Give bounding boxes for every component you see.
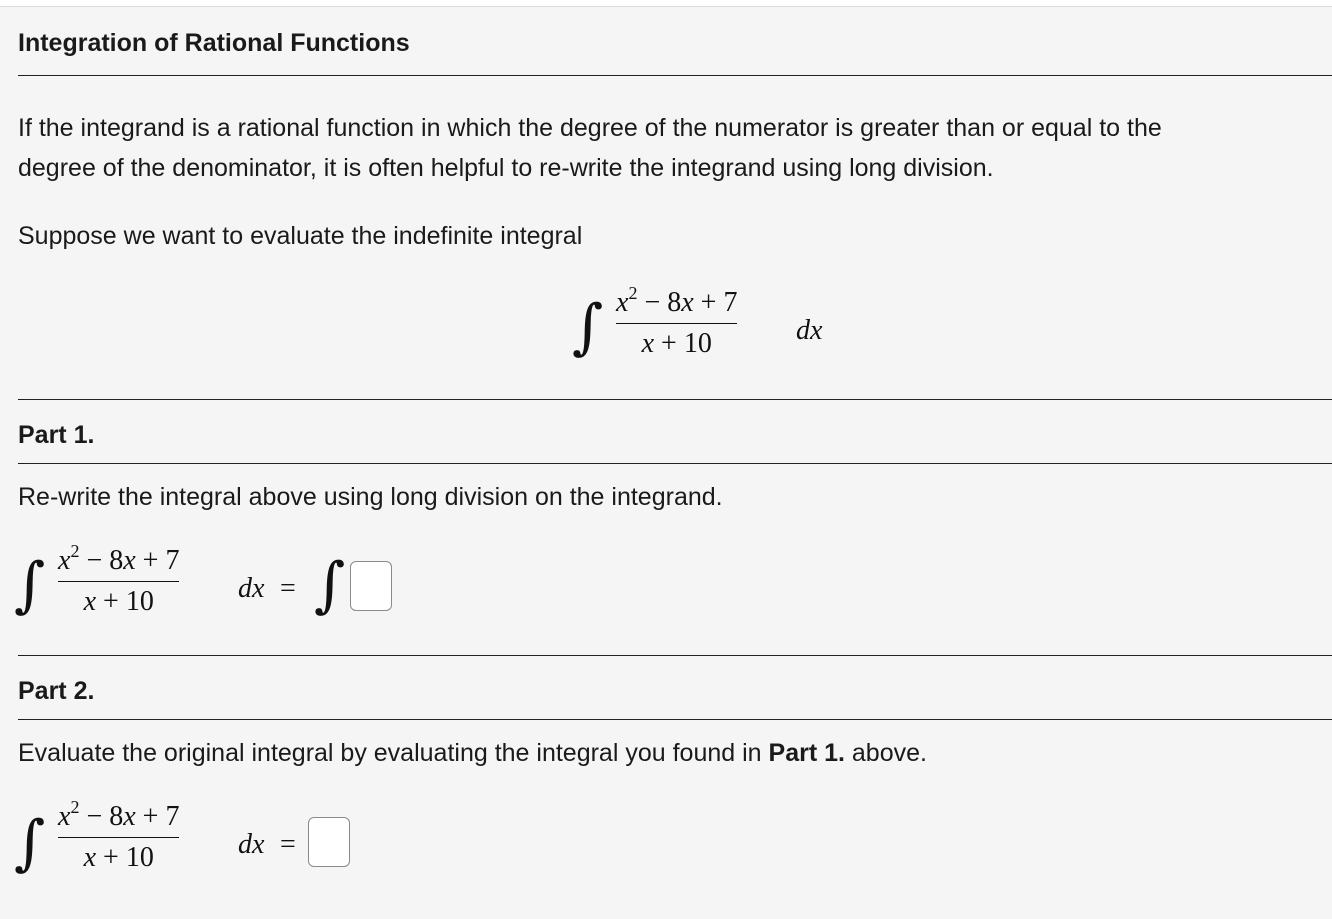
integral-sign-icon: ∫ <box>314 550 346 620</box>
part2-heading: Part 2. <box>18 677 95 705</box>
integral-sign-icon: ∫ <box>14 550 46 620</box>
integral-sign-icon: ∫ <box>572 292 604 362</box>
part1-divider <box>18 463 1332 464</box>
intro-text-line1: If the integrand is a rational function in which the degree of the numerator is greater than or equal to the <box>18 114 1162 142</box>
title-divider <box>18 75 1332 76</box>
part1-heading: Part 1. <box>18 421 95 449</box>
part2-answer-input[interactable] <box>308 817 350 867</box>
part1-answer-input[interactable] <box>350 561 392 611</box>
intro-text-line2: degree of the denominator, it is often helpful to re-write the integrand using long division. <box>18 154 994 182</box>
fraction-denominator: x + 10 <box>641 328 712 359</box>
differential: dx <box>796 315 823 346</box>
part2-fraction: $x^2 - 8x + 7$ x + 10 <box>58 797 180 873</box>
part2-instruction: Evaluate the original integral by evaluating the integral you found in Part 1. above. <box>18 739 927 767</box>
part2-divider <box>18 719 1332 720</box>
equals-sign: = <box>280 573 296 604</box>
differential: dx <box>238 829 265 860</box>
integral-sign-icon: ∫ <box>14 808 46 878</box>
part1-instruction: Re-write the integral above using long division on the integrand. <box>18 483 723 511</box>
suppose-text: Suppose we want to evaluate the indefinite integral <box>18 222 583 250</box>
display-fraction <box>616 283 738 360</box>
equals-sign: = <box>280 829 296 860</box>
fraction-numerator: $x^2 - 8x + 7$ <box>616 283 738 318</box>
section-divider-1 <box>18 399 1332 400</box>
part1-fraction: $x^2 - 8x + 7$ x + 10 <box>58 541 180 617</box>
problem-panel <box>0 6 1332 919</box>
section-divider-2 <box>18 655 1332 656</box>
problem-title: Integration of Rational Functions <box>18 29 410 57</box>
fraction-bar <box>616 323 737 324</box>
differential: dx <box>238 573 265 604</box>
